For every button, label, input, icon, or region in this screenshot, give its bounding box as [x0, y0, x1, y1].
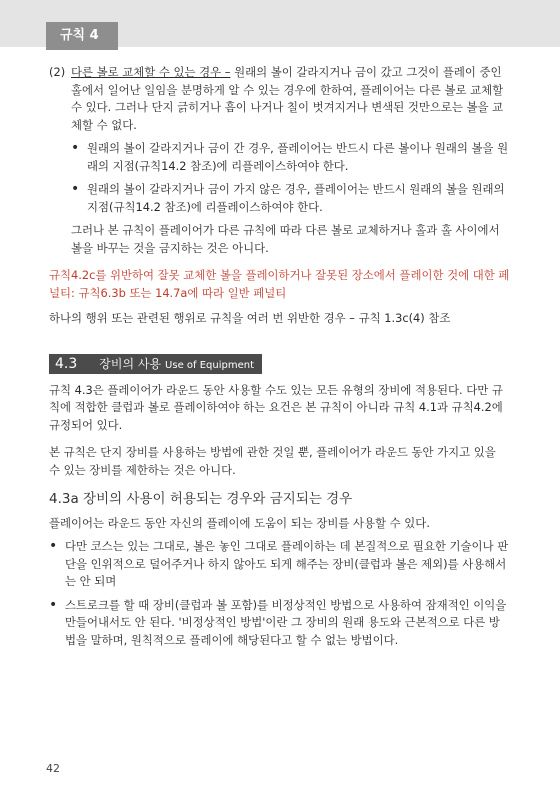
section-paragraph: 본 규칙은 단지 장비를 사용하는 방법에 관한 것일 뿐, 플레이어가 라운드 동안 가지고 있을 수 있는 장비를 제한하는 것은 아니다. [49, 445, 496, 477]
subsection-heading: 4.3a 장비의 사용이 허용되는 경우와 금지되는 경우 [49, 491, 353, 507]
list-item [49, 597, 510, 650]
item-text: 원래의 볼이 갈라지거나 금이 갔고 그것이 플레이 중인 홀에서 일어난 일임을 분명하게 알 수 있는 경우에 한하여, 플레이어는 다른 볼로 교체할 수 있다. 그러나 단지 긁히거나 흠이 나거나 칠이 벗겨지거나 변색된 것만으로는 볼을 교체할 수 없다. [71, 65, 504, 132]
page-content [49, 64, 510, 655]
bullet-text: 원래의 볼이 갈라지거나 금이 가지 않은 경우, 플레이어는 반드시 원래의 볼을 원래의 지점(규칙14.2 참조)에 리플레이스하여야 한다. [87, 182, 505, 214]
note-paragraph: 그러나 본 규칙이 플레이어가 다른 규칙에 따라 다른 볼로 교체하거나 홀과 홀 사이에서 볼을 바꾸는 것을 금지하는 것은 아니다. [71, 223, 500, 255]
bullet-text: 스트로크를 할 때 장비(클럽과 볼 포함)를 비정상적인 방법으로 사용하여 잠재적인 이익을 만들어내서도 안 된다. '비정상적인 방법'이란 그 장비의 원래 용도와 근본적으로 다른 방법을 말하며, 원칙적으로 플레이에 해당된다고 할 수 없는 방법이다. [65, 597, 507, 647]
page-number: 42 [46, 762, 60, 775]
item-body [71, 64, 510, 134]
bullet-list [49, 538, 510, 649]
list-item-2 [49, 64, 510, 134]
bullet-text: 원래의 볼이 갈라지거나 금이 간 경우, 플레이어는 반드시 다른 볼이나 원래의 볼을 원래의 지점(규칙14.2 참조)에 리플레이스하여야 한다. [87, 141, 509, 173]
bullet-icon: • [49, 538, 58, 554]
header-bar [0, 0, 560, 47]
bullet-text: 다만 코스는 있는 그대로, 볼은 놓인 그대로 플레이하는 데 본질적으로 필요한 기술이나 판단을 인위적으로 덜어주거나 하지 않아도 되게 해주는 장비(클럽과 볼은 제외)를 사용해서는 안 되며 [65, 539, 509, 588]
penalty-statement: 규칙4.2c를 위반하여 잘못 교체한 볼을 플레이하거나 잘못된 장소에서 플레이한 것에 대한 페널티: 규칙6.3b 또는 14.7a에 따라 일반 페널티 [49, 268, 510, 300]
section-title-en: Use of Equipment [165, 359, 255, 371]
subsection-paragraph: 플레이어는 라운드 동안 자신의 플레이에 도움이 되는 장비를 사용할 수 있다. [49, 515, 430, 530]
multiple-breach-note: 하나의 행위 또는 관련된 행위로 규칙을 여러 번 위반한 경우 – 규칙 1.3c(4) 참조 [49, 311, 451, 325]
section-heading [49, 354, 262, 374]
bullet-list [71, 140, 510, 216]
list-item [71, 181, 510, 216]
list-item [71, 140, 510, 175]
section-title-ko: 장비의 사용 [99, 356, 162, 371]
item-number: (2) [49, 65, 66, 79]
rule-tab: 규칙 4 [46, 22, 118, 50]
item-lead: 다른 볼로 교체할 수 있는 경우 – [71, 65, 231, 79]
bullet-icon: • [71, 181, 80, 197]
bullet-icon: • [49, 596, 58, 613]
bullet-icon: • [71, 140, 80, 156]
section-number: 4.3 [55, 355, 78, 372]
list-item [49, 538, 510, 591]
section-paragraph: 규칙 4.3은 플레이어가 라운드 동안 사용할 수도 있는 모든 유형의 장비에 적용된다. 다만 규칙에 적합한 클럽과 볼로 플레이하여야 하는 요건은 본 규칙이 아니라 규칙 4.1과 규칙4.2에 규정되어 있다. [49, 382, 503, 432]
